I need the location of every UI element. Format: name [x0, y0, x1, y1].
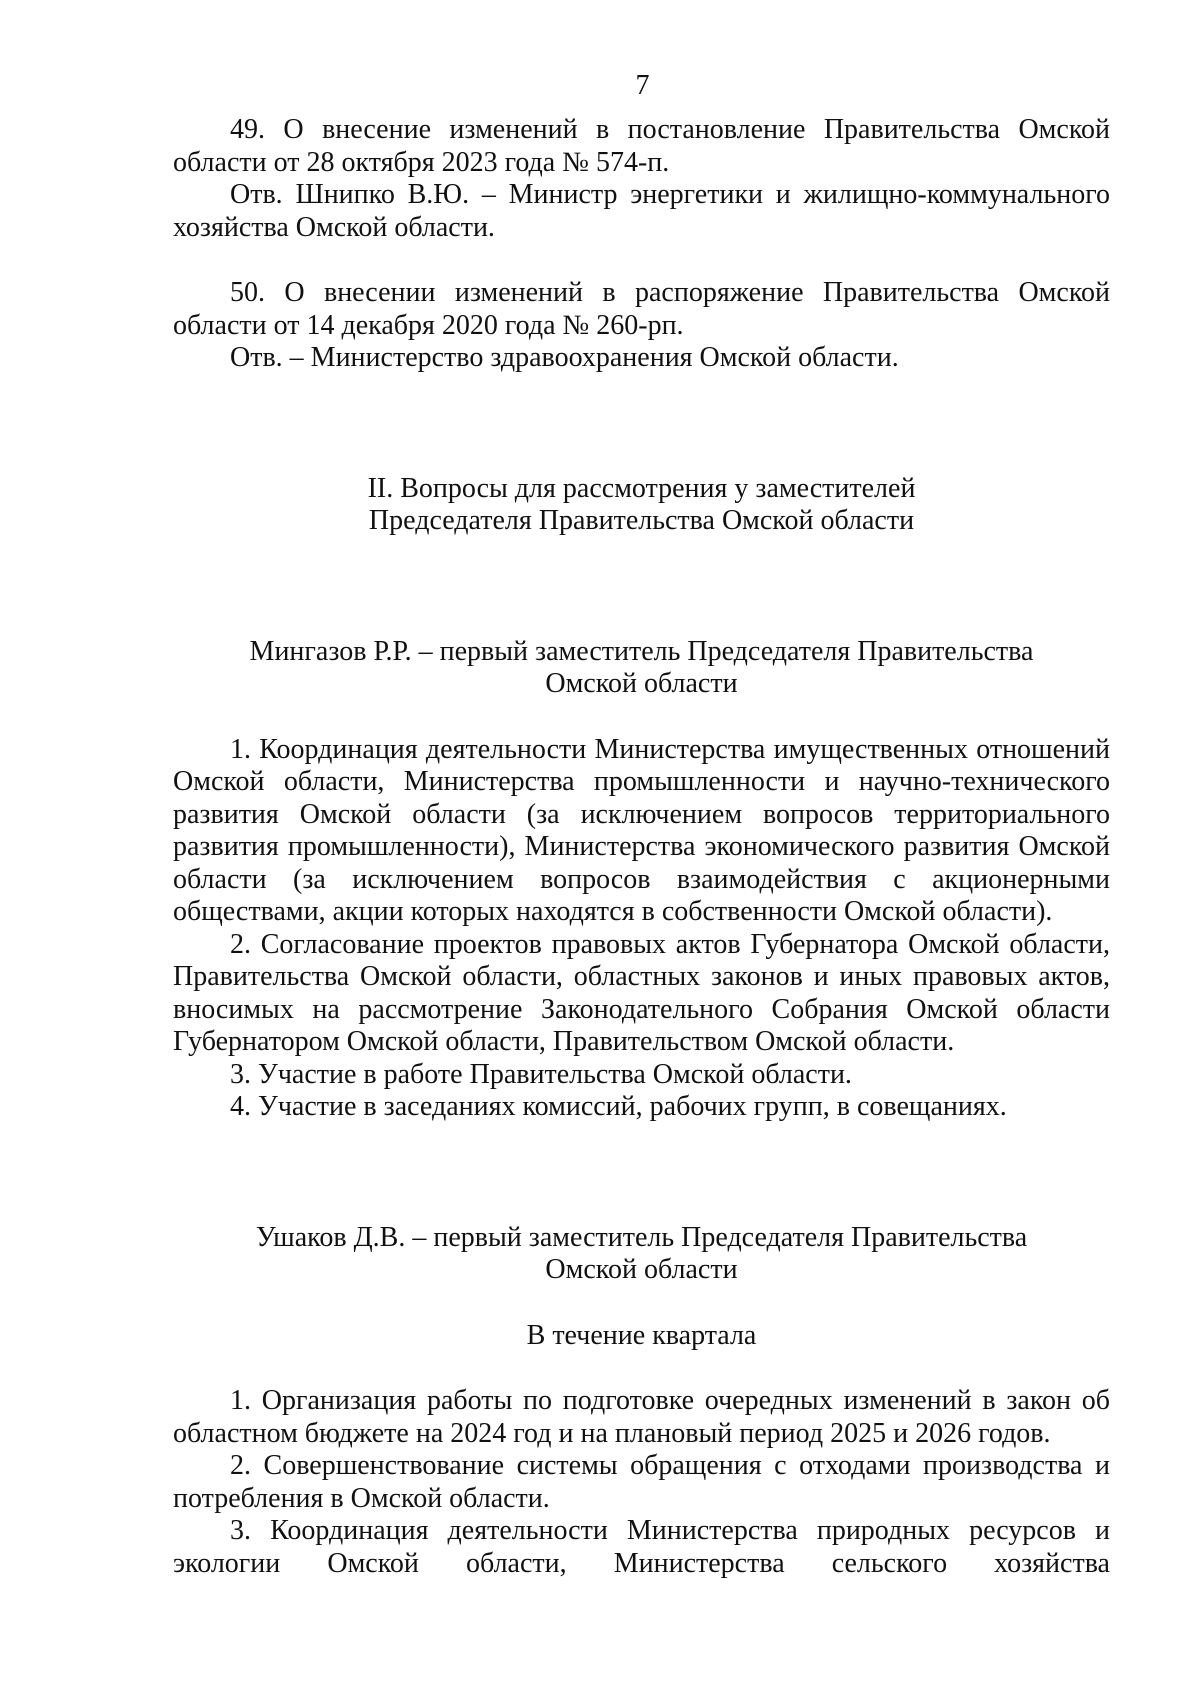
spacer	[173, 538, 1110, 636]
document-body	[173, 114, 1110, 1580]
item-50-text: 50. О внесении изменений в распоряжение Правительства Омской области от 14 декабря 2020 года № 260-рп.	[173, 277, 1110, 341]
mingazov-point-4: 4. Участие в заседаниях комиссий, рабочих групп, в совещаниях.	[230, 1091, 1007, 1122]
item-49-text: 49. О внесение изменений в постановление Правительства Омской области от 28 октября 2023 года № 574-п.	[173, 114, 1110, 178]
mingazov-point-2: 2. Согласование проектов правовых актов Губернатора Омской области, Правительства Омской области, областных законов и иных правовых актов, вносимых на рассмотрение Законодательного Собрания Омской области Губернатором Омской области, Правительством Омской области.	[173, 928, 1110, 1057]
item-49-responsible: Отв. Шнипко В.Ю. – Министр энергетики и жилищно-коммунального хозяйства Омской области.	[173, 179, 1110, 243]
spacer	[173, 1352, 1110, 1385]
section-heading-line: II. Вопросы для рассмотрения у заместителей	[367, 472, 916, 504]
deputy-heading-line: Мингазов Р.Р. – первый заместитель Председателя Правительства	[249, 635, 1034, 667]
ushakov-point-3: 3. Координация деятельности Министерства природных ресурсов и экологии Омской области, Министерства сельского хозяйства	[173, 1515, 1110, 1579]
ushakov-point-1: 1. Организация работы по подготовке очередных изменений в закон об областном бюджете на 2024 год и на плановый период 2025 и 2026 годов.	[173, 1385, 1110, 1449]
mingazov-point-3: 3. Участие в работе Правительства Омской области.	[230, 1058, 852, 1090]
spacer	[173, 1124, 1110, 1222]
section-heading-line: Председателя Правительства Омской области	[368, 505, 915, 536]
spacer	[173, 1287, 1110, 1320]
section-2-heading	[173, 473, 1110, 538]
deputy-heading-line: Омской области	[545, 668, 738, 699]
item-50-responsible: Отв. – Министерство здравоохранения Омской области.	[230, 342, 899, 373]
page-number: 7	[635, 70, 650, 101]
spacer	[173, 375, 1110, 473]
ushakov-point-2: 2. Совершенствование системы обращения с отходами производства и потребления в Омской области.	[173, 1450, 1110, 1514]
spacer	[173, 244, 1110, 277]
period-label: В течение квартала	[526, 1319, 757, 1351]
deputy-heading-line: Омской области	[545, 1254, 738, 1285]
deputy-heading-line: Ушаков Д.В. – первый заместитель Председателя Правительства	[255, 1221, 1028, 1253]
mingazov-heading	[173, 636, 1110, 701]
spacer	[173, 701, 1110, 734]
ushakov-heading	[173, 1222, 1110, 1287]
mingazov-point-1: 1. Координация деятельности Министерства имущественных отношений Омской области, Министерства промышленности и научно-технического развития Омской области (за исключением вопросов территориального развития промышленности), Министерства экономического развития Омской области (за исключением вопросов взаимодействия с акционерными обществами, акции которых находятся в собственности Омской области).	[173, 733, 1110, 927]
